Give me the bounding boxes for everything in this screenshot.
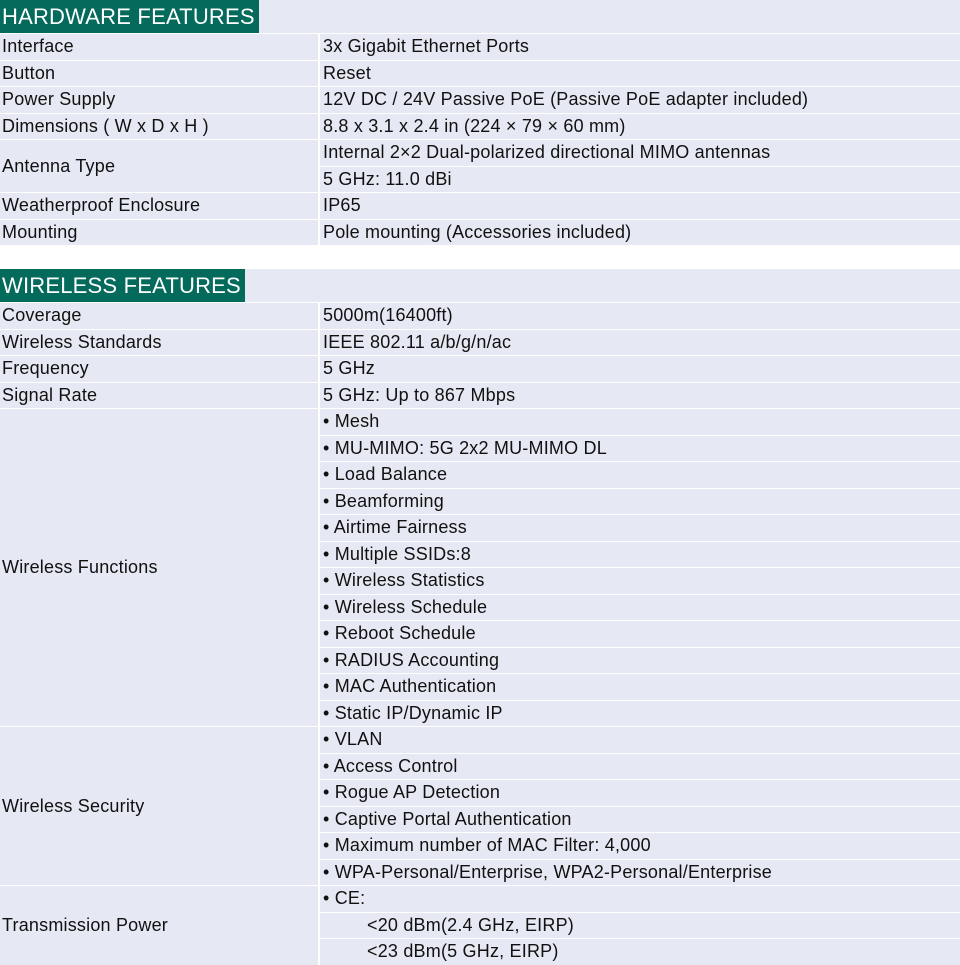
hardware-features-title: HARDWARE FEATURES — [0, 0, 259, 33]
spec-value-line: IP65 — [320, 193, 960, 219]
spec-label: Coverage — [0, 303, 318, 329]
spec-value — [320, 61, 960, 87]
spec-value-line: 5 GHz: 11.0 dBi — [320, 167, 960, 193]
spec-label: Wireless Standards — [0, 330, 318, 356]
spec-value — [320, 886, 960, 965]
spec-row-signal-rate — [0, 383, 960, 409]
spec-value-line: • RADIUS Accounting — [320, 648, 960, 674]
spec-value-line: 5 GHz: Up to 867 Mbps — [320, 383, 960, 409]
spec-value-line: 3x Gigabit Ethernet Ports — [320, 34, 960, 60]
spec-value-line: • Multiple SSIDs:8 — [320, 542, 960, 568]
spec-value-line: • MU-MIMO: 5G 2x2 MU-MIMO DL — [320, 436, 960, 462]
spec-value-line: • Beamforming — [320, 489, 960, 515]
spec-label: Wireless Security — [0, 727, 318, 885]
spec-value-line: • Static IP/Dynamic IP — [320, 701, 960, 727]
spec-row-mounting — [0, 220, 960, 246]
spec-row-antenna-type — [0, 140, 960, 192]
wireless-features-title: WIRELESS FEATURES — [0, 269, 245, 302]
spec-value-line: • Maximum number of MAC Filter: 4,000 — [320, 833, 960, 859]
spec-value-line: • WPA-Personal/Enterprise, WPA2-Personal/Enterprise — [320, 860, 960, 886]
spec-value-line: <20 dBm(2.4 GHz, EIRP) — [320, 913, 960, 939]
spec-row-wireless-functions — [0, 409, 960, 726]
spec-row-frequency — [0, 356, 960, 382]
spec-value-line: • Wireless Schedule — [320, 595, 960, 621]
spec-value — [320, 303, 960, 329]
spec-label: Weatherproof Enclosure — [0, 193, 318, 219]
spec-label: Power Supply — [0, 87, 318, 113]
spec-value-line: • Wireless Statistics — [320, 568, 960, 594]
spec-row-wireless-security — [0, 727, 960, 885]
spec-value-line: • Airtime Fairness — [320, 515, 960, 541]
spec-label: Transmission Power — [0, 886, 318, 965]
spec-label: Antenna Type — [0, 140, 318, 192]
spec-value-line: • Access Control — [320, 754, 960, 780]
spec-value-line: 5000m(16400ft) — [320, 303, 960, 329]
spec-label: Dimensions ( W x D x H ) — [0, 114, 318, 140]
spec-value-line: • CE: — [320, 886, 960, 912]
spec-label: Button — [0, 61, 318, 87]
hardware-features-header — [0, 0, 960, 33]
spec-value-line: • VLAN — [320, 727, 960, 753]
spec-value — [320, 34, 960, 60]
wireless-features-header — [0, 269, 960, 302]
spec-value-line: • Rogue AP Detection — [320, 780, 960, 806]
spec-row-power-supply — [0, 87, 960, 113]
section-gap — [0, 246, 960, 269]
spec-value — [320, 356, 960, 382]
spec-label: Interface — [0, 34, 318, 60]
spec-row-wireless-standards — [0, 330, 960, 356]
spec-label: Signal Rate — [0, 383, 318, 409]
spec-value-line: • Load Balance — [320, 462, 960, 488]
spec-value — [320, 87, 960, 113]
hardware-features-section — [0, 0, 960, 245]
spec-label: Wireless Functions — [0, 409, 318, 726]
spec-value — [320, 383, 960, 409]
spec-value-line: • Reboot Schedule — [320, 621, 960, 647]
spec-row-button — [0, 61, 960, 87]
wireless-features-table — [0, 303, 960, 965]
spec-value — [320, 330, 960, 356]
spec-value — [320, 193, 960, 219]
spec-value-line: Reset — [320, 61, 960, 87]
spec-value — [320, 409, 960, 726]
spec-value-line: • MAC Authentication — [320, 674, 960, 700]
spec-value — [320, 727, 960, 885]
spec-value-line: <23 dBm(5 GHz, EIRP) — [320, 939, 960, 965]
spec-row-coverage — [0, 303, 960, 329]
hardware-features-table — [0, 34, 960, 245]
wireless-features-section — [0, 269, 960, 965]
spec-value — [320, 114, 960, 140]
spec-value-line: IEEE 802.11 a/b/g/n/ac — [320, 330, 960, 356]
spec-value-line: 5 GHz — [320, 356, 960, 382]
spec-value-line: • Mesh — [320, 409, 960, 435]
spec-value — [320, 220, 960, 246]
spec-value-line: Pole mounting (Accessories included) — [320, 220, 960, 246]
spec-row-transmission-power — [0, 886, 960, 965]
spec-value-line: 12V DC / 24V Passive PoE (Passive PoE adapter included) — [320, 87, 960, 113]
spec-row-dimensions-w-x-d-x-h — [0, 114, 960, 140]
spec-row-interface — [0, 34, 960, 60]
spec-label: Frequency — [0, 356, 318, 382]
spec-value-line: • Captive Portal Authentication — [320, 807, 960, 833]
spec-value-line: Internal 2×2 Dual-polarized directional MIMO antennas — [320, 140, 960, 166]
spec-label: Mounting — [0, 220, 318, 246]
spec-value-line: 8.8 x 3.1 x 2.4 in (224 × 79 × 60 mm) — [320, 114, 960, 140]
spec-row-weatherproof-enclosure — [0, 193, 960, 219]
spec-value — [320, 140, 960, 192]
